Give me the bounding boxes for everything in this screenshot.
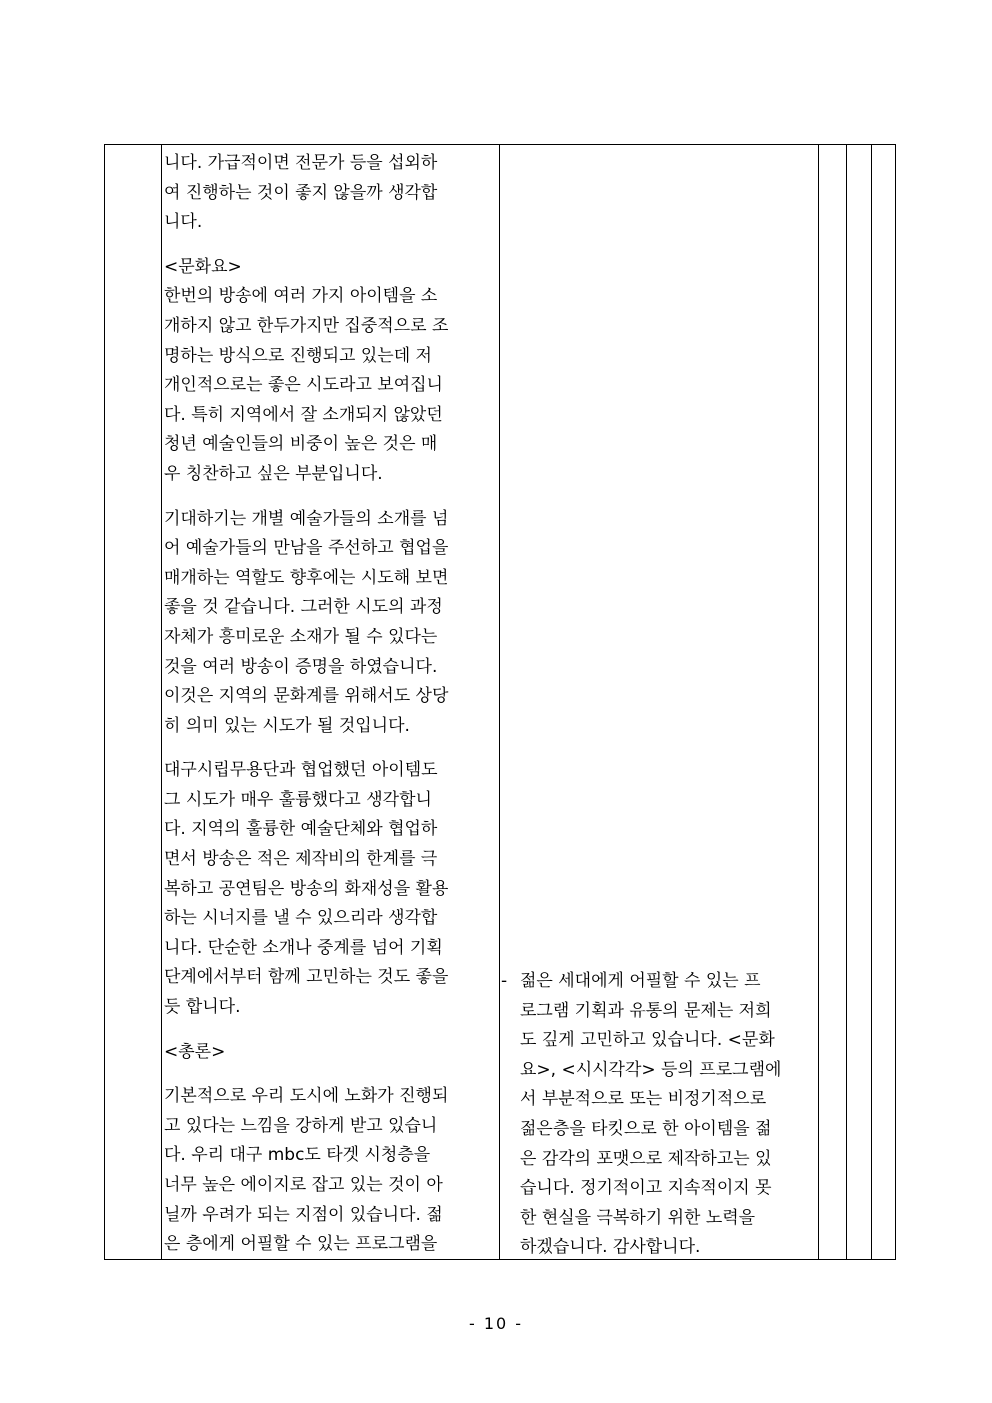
opinion-cell [164, 149, 496, 1260]
section-heading-culture: <문화요> [164, 256, 242, 277]
answer-cell [520, 967, 815, 1263]
section-heading-summary: <총론> [164, 1041, 226, 1062]
opinion-paragraph: 니다. 가급적이면 전문가 등을 섭외하 여 진행하는 것이 좋지 않을까 생각합 니다. [164, 153, 438, 233]
review-table [104, 144, 896, 1260]
opinion-paragraph: 한번의 방송에 여러 가지 아이템을 소 개하지 않고 한두가지만 집중적으로 조 명하는 방식으로 진행되고 있는데 저 개인적으로는 좋은 시도라고 보여집니 다. 특히 지역에서 잘 소개되지 않았던 청년 예술인들의 비중이 높은 것은 매 우 칭찬하고 싶은 부분입니다. [164, 286, 449, 484]
column-divider [161, 145, 162, 1259]
column-divider [499, 145, 500, 1259]
opinion-paragraph: 기대하기는 개별 예술가들의 소개를 넘 어 예술가들의 만남을 주선하고 협업을 매개하는 역할도 향후에는 시도해 보면 좋을 것 같습니다. 그러한 시도의 과정 자체가 흥미로운 소재가 될 수 있다는 것을 여러 방송이 증명을 하였습니다. 이것은 지역의 문화계를 위해서도 상당 히 의미 있는 시도가 될 것입니다. [164, 508, 449, 736]
column-divider [818, 145, 819, 1259]
answer-bullet: - [501, 971, 508, 991]
opinion-paragraph: 대구시립무용단과 협업했던 아이템도 그 시도가 매우 훌륭했다고 생각합니 다. 지역의 훌륭한 예술단체와 협업하 면서 방송은 적은 제작비의 한계를 극 복하고 공연팀은 방송의 화재성을 활용 하는 시너지를 낼 수 있으리라 생각합 니다. 단순한 소개나 중계를 넘어 기획 단계에서부터 함께 고민하는 것도 좋을 듯 합니다. [164, 760, 449, 1018]
answer-paragraph: 젊은 세대에게 어필할 수 있는 프 로그램 기획과 유통의 문제는 저희 도 깊게 고민하고 있습니다. <문화 요>, <시시각각> 등의 프로그램에 서 부분적으로 또는 비정기적으로 젊은층을 타킷으로 한 아이템을 젊 은 감각의 포맷으로 제작하고는 있 습니다. 정기적이고 지속적이지 못 한 현실을 극복하기 위한 노력을 하겠습니다. 감사합니다. [520, 971, 782, 1258]
opinion-paragraph: 기본적으로 우리 도시에 노화가 진행되 고 있다는 느낌을 강하게 받고 있습니 다. 우리 대구 mbc도 타겟 시청층을 너무 높은 에이지로 잡고 있는 것이 아 닐까 우려가 되는 지점이 있습니다. 젊 은 층에게 어필할 수 있는 프로그램을 [164, 1086, 449, 1255]
column-divider [871, 145, 872, 1259]
column-divider [846, 145, 847, 1259]
page-number: - 10 - [468, 1314, 524, 1333]
